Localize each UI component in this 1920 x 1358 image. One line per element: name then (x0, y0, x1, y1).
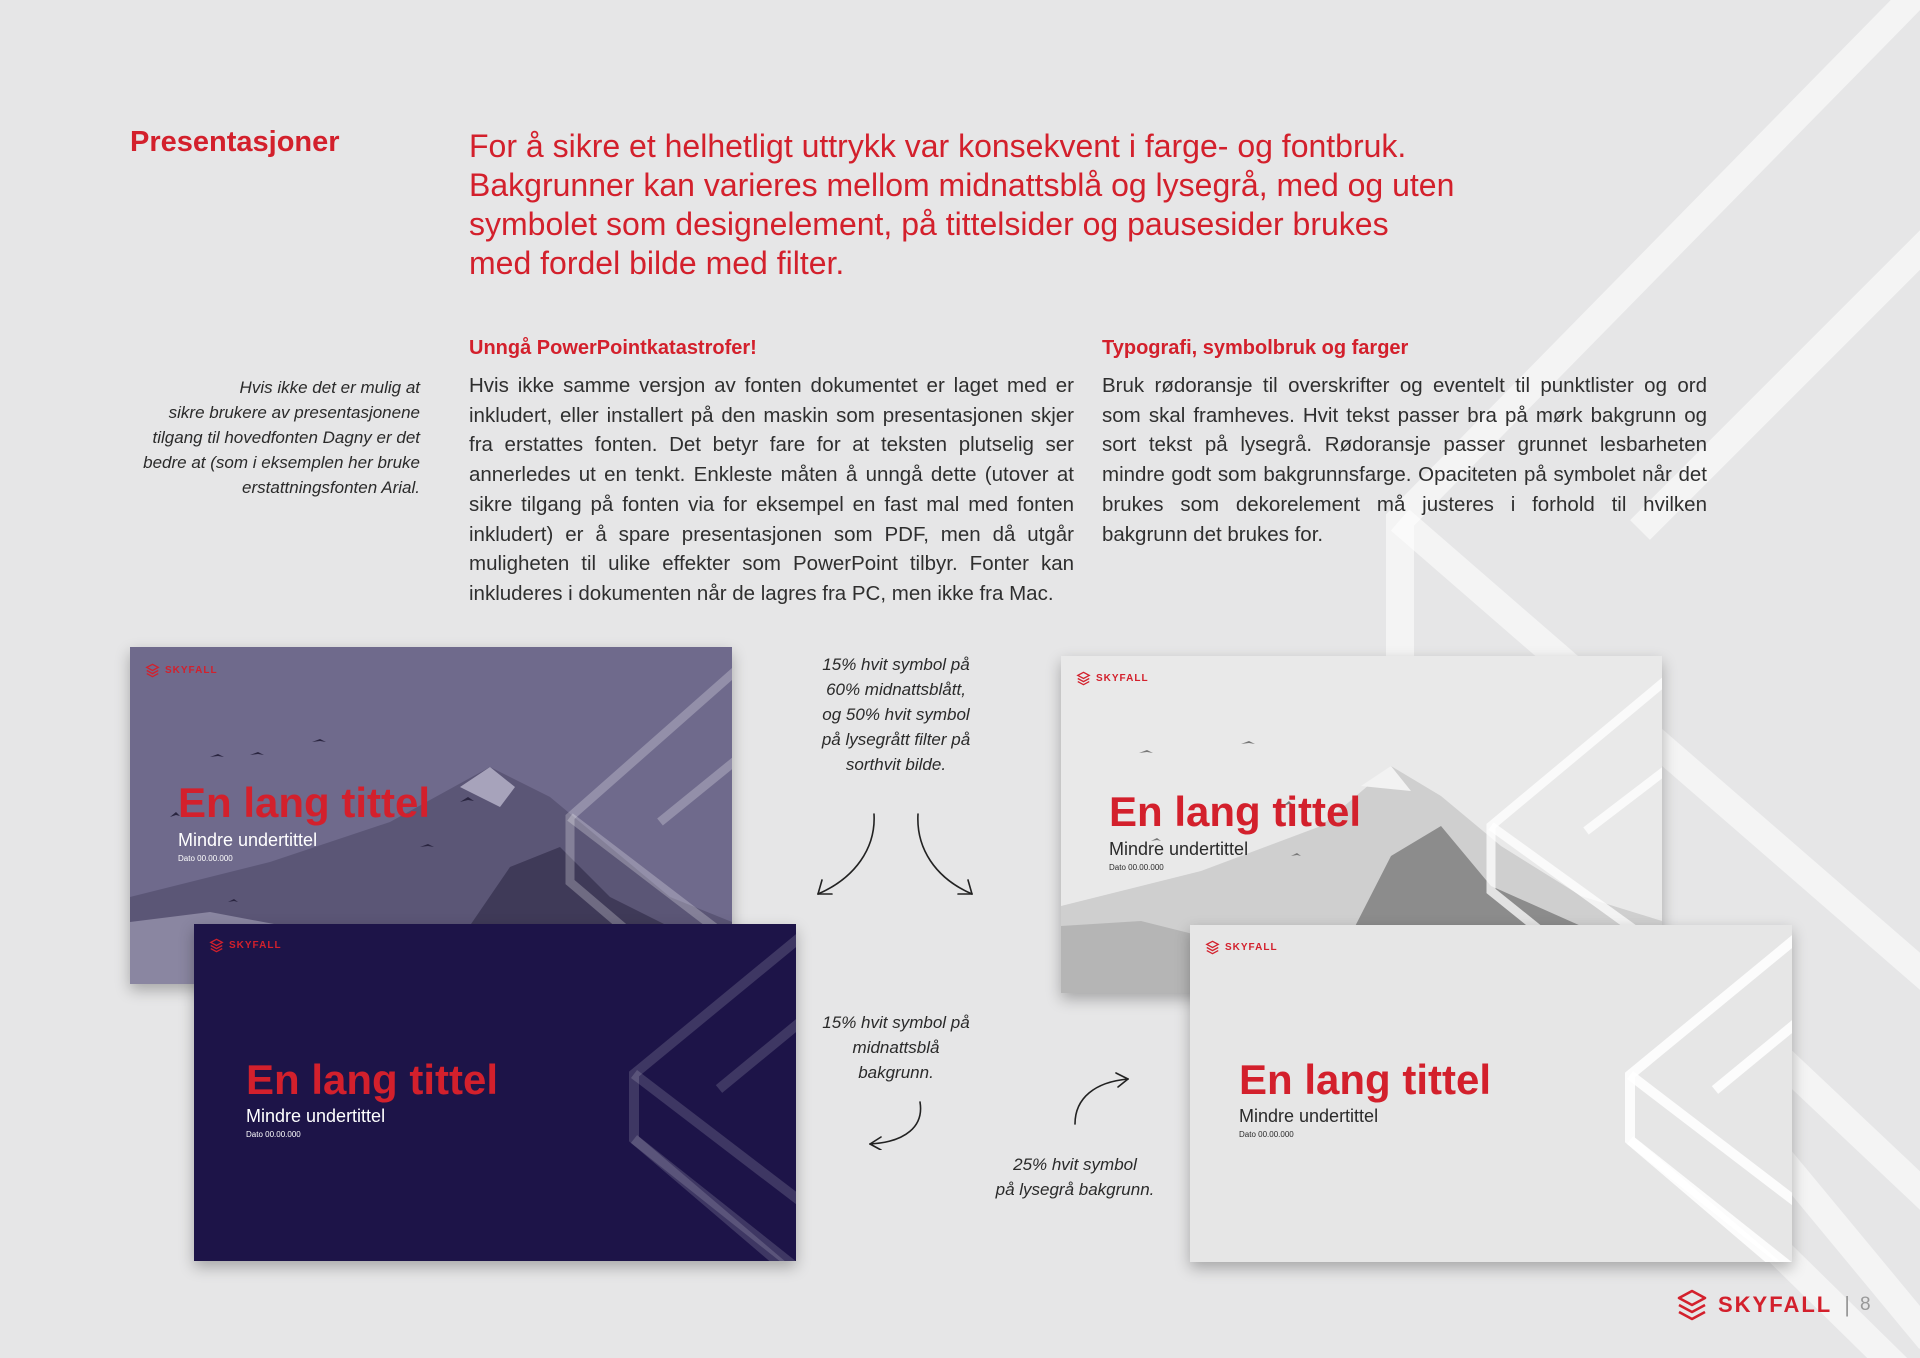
skyfall-logo-icon (145, 663, 160, 678)
caption-line: bakgrunn. (858, 1063, 934, 1082)
intro-line: For å sikre et helhetligt uttrykk var konsekvent i farge- og fontbruk. (469, 128, 1407, 164)
intro-line: med fordel bilde med filter. (469, 245, 845, 281)
powerpoint-body: Hvis ikke samme versjon av fonten dokumentet er laget med er inkludert, eller installert på den maskin som presentasjonen skjer fra erstattes fonten. Det betyr fare for at teksten plutselig ser annerledes ut en tenkt. Enkleste måten å unngå dette (utover at sikre tilgang på fonten via for eksempel en fast mal med fonten inkludert) er å spare presentasjonen som PDF, men då utgår muligheten til ulike effekter som PowerPoint tilbyr. Fonter kan inkluderes i dokumenten når de lagres fra PC, men ikke fra Mac. (469, 374, 1074, 605)
curved-arrow-icon (1070, 1070, 1132, 1128)
powerpoint-column (469, 337, 1074, 609)
typography-heading: Typografi, symbolbruk og farger (1102, 337, 1409, 359)
slide-subtitle: Mindre undertittel (246, 1106, 386, 1126)
slide-midnight-blue (194, 924, 796, 1261)
typography-body: Bruk rødoransje til overskrifter og eventelt til punktlister og ord som skal framheves. Hvit tekst passer bra på mørk bakgrunn og sort tekst på lysegrå. Rødoransje passer grunnet lesbarheten mindre godt som bakgrunnsfarge. Opaciteten på symbolet når det brukes som dekorelement må justeres i forhold til hvilken bakgrunn det brukes for. (1102, 374, 1707, 546)
caption-lightgray (965, 1152, 1185, 1202)
side-note (110, 375, 420, 500)
caption-line: på lysegrått filter på (821, 730, 971, 749)
caption-line: 15% hvit symbol på (822, 1013, 970, 1032)
footer-brand (1676, 1288, 1871, 1322)
slide-logo-text: SKYFALL (165, 665, 218, 676)
powerpoint-heading: Unngå PowerPointkatastrofer! (469, 337, 757, 359)
caption-line: 25% hvit symbol (1013, 1155, 1137, 1174)
slide-logo-text: SKYFALL (1096, 673, 1149, 684)
slide-subtitle: Mindre undertittel (1239, 1106, 1379, 1126)
caption-line: sorthvit bilde. (845, 755, 947, 774)
side-note-line: erstattningsfonten Arial. (242, 478, 420, 497)
side-note-line: Hvis ikke det er mulig at (239, 378, 420, 397)
skyfall-logo-icon (1676, 1288, 1708, 1322)
slide-logo (1205, 940, 1278, 955)
caption-line: 15% hvit symbol på (822, 655, 970, 674)
slide-title: En lang tittel (1109, 788, 1361, 835)
slide-logo-text: SKYFALL (229, 940, 282, 951)
slide-subtitle: Mindre undertittel (178, 830, 318, 850)
slide-date: Dato 00.00.000 (1109, 863, 1164, 872)
slide-date: Dato 00.00.000 (246, 1130, 301, 1139)
slide-logo (209, 938, 282, 953)
footer-brand-name: SKYFALL (1718, 1292, 1833, 1317)
caption-midnight (786, 1010, 1006, 1085)
page-number: 8 (1859, 1294, 1871, 1315)
skyfall-logo-icon (1076, 671, 1091, 686)
slide-title: En lang tittel (1239, 1056, 1491, 1103)
intro-line: symbolet som designelement, på tittelsider og pausesider brukes (469, 206, 1389, 242)
curved-arrow-icon (810, 808, 880, 898)
side-note-line: tilgang til hovedfonten Dagny er det (152, 428, 420, 447)
skyfall-logo-icon (1205, 940, 1220, 955)
footer-separator: | (1844, 1292, 1850, 1317)
curved-arrow-icon (866, 1098, 926, 1150)
side-note-line: bedre at (som i eksemplen her bruke (143, 453, 420, 472)
slide-logo (1076, 671, 1149, 686)
curved-arrow-icon (910, 808, 980, 898)
side-note-line: sikre brukere av presentasjonene (168, 403, 420, 422)
typography-column (1102, 337, 1707, 549)
slide-light-gray (1190, 925, 1792, 1262)
slide-subtitle: Mindre undertittel (1109, 839, 1249, 859)
slide-title: En lang tittel (246, 1056, 498, 1103)
slide-date: Dato 00.00.000 (178, 854, 233, 863)
caption-line: på lysegrå bakgrunn. (995, 1180, 1155, 1199)
caption-line: midnattsblå (852, 1038, 940, 1057)
caption-line: 60% midnattsblått, (826, 680, 966, 699)
caption-line: og 50% hvit symbol (822, 705, 970, 724)
skyfall-logo-icon (209, 938, 224, 953)
slide-title: En lang tittel (178, 779, 430, 826)
slide-logo (145, 663, 218, 678)
intro-line: Bakgrunner kan varieres mellom midnattsblå og lysegrå, med og uten (469, 167, 1455, 203)
slide-logo-text: SKYFALL (1225, 942, 1278, 953)
caption-photo-filter (786, 652, 1006, 777)
page-title: Presentasjoner (130, 126, 340, 158)
intro-text (469, 127, 1479, 283)
slide-date: Dato 00.00.000 (1239, 1130, 1294, 1139)
